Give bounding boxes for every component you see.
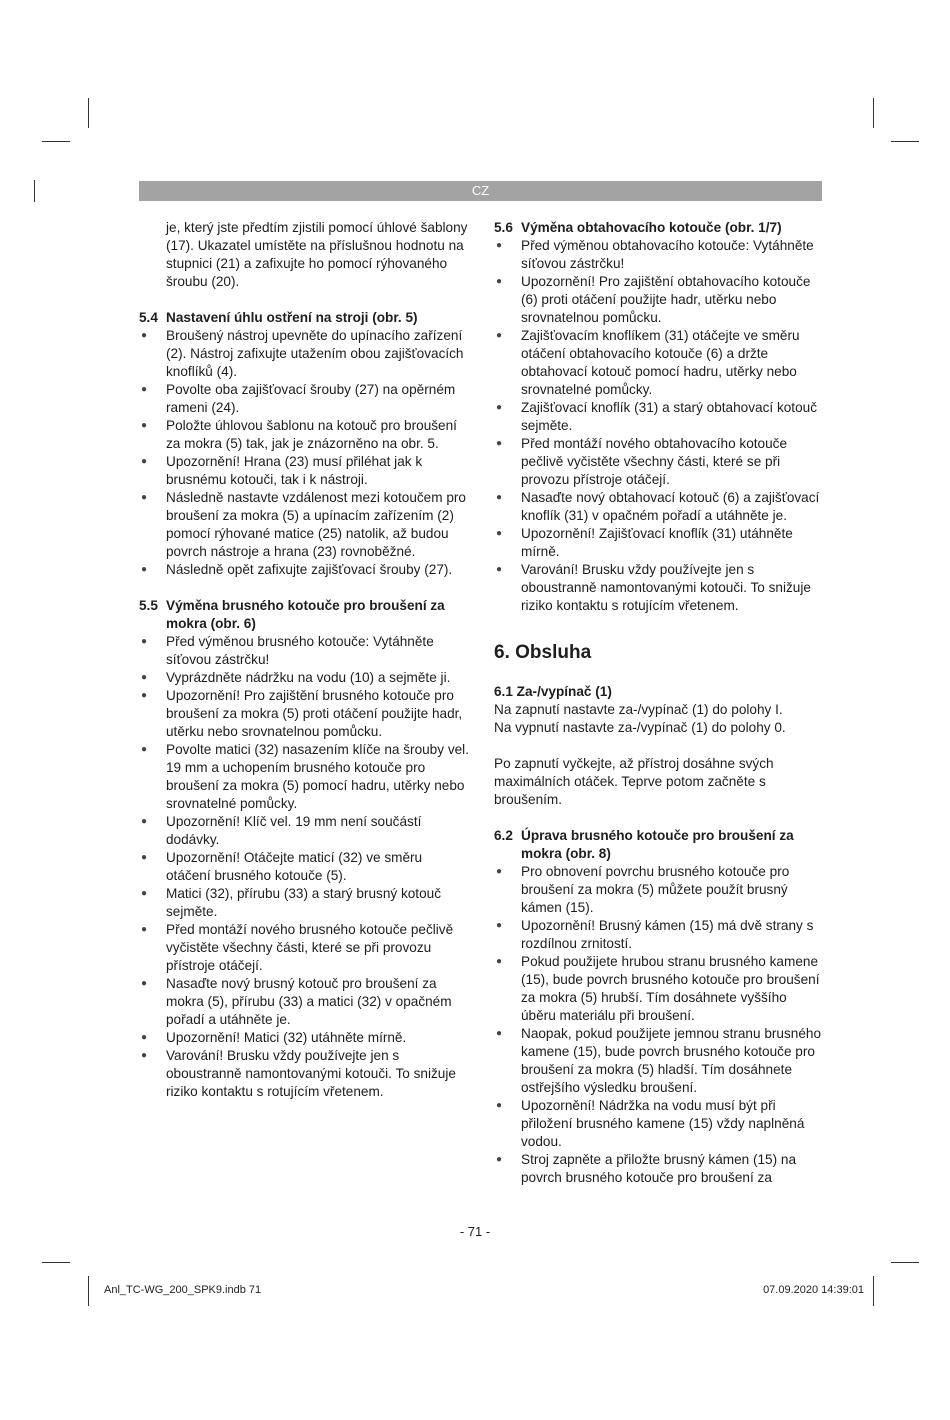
list-item: ● Před montáží nového obtahovacího kotouče pečlivě vyčistěte všechny části, které se při provozu přístroje otáčejí. bbox=[496, 436, 788, 487]
bullet-icon: ● bbox=[496, 330, 503, 341]
section-number: 5.6 bbox=[494, 220, 513, 235]
bullet-icon: ● bbox=[496, 438, 503, 449]
chapter-heading: 6. Obsluha bbox=[494, 642, 592, 663]
list-item: ● Varování! Brusku vždy používejte jen s oboustranně namontovanými kotouči. To snižuje riziko kontaktu s rotujícím vřetenem. bbox=[141, 1048, 456, 1099]
list-item: ● Zajišťovacím knoflíkem (31) otáčejte ve směru otáčení obtahovacího kotouče (6) a držte obtahovací kotouč pomocí hadru, utěrky nebo srovnatelné pomůcky. bbox=[496, 328, 800, 397]
bullet-icon: ● bbox=[141, 330, 148, 341]
section-heading-5-4 bbox=[139, 309, 469, 327]
switch-on-line: Na zapnutí nastavte za-/vypínač (1) do polohy I. bbox=[494, 702, 783, 717]
bullet-icon: ● bbox=[496, 956, 503, 967]
section-number: 6.2 bbox=[494, 828, 513, 843]
crop-mark bbox=[891, 141, 919, 142]
section-heading-5-6 bbox=[494, 219, 824, 237]
crop-mark bbox=[88, 98, 89, 128]
crop-mark bbox=[42, 141, 70, 142]
bullet-list-5-4 bbox=[139, 327, 469, 579]
list-item: ● Upozornění! Nádržka na vodu musí být při přiložení brusného kamene (15) vždy naplněná vodou. bbox=[496, 1098, 805, 1149]
bullet-icon: ● bbox=[141, 816, 148, 827]
bullet-icon: ● bbox=[496, 920, 503, 931]
footer-timestamp: 07.09.2020 14:39:01 bbox=[763, 1284, 864, 1296]
bullet-icon: ● bbox=[141, 1050, 148, 1061]
list-item: ● Nasaďte nový brusný kotouč pro broušení za mokra (5), přírubu (33) a matici (32) v opačném pořadí a utáhněte je. bbox=[141, 976, 452, 1027]
section-heading-6-1: 6.1 Za-/vypínač (1) bbox=[494, 684, 612, 699]
language-header-bar bbox=[139, 181, 822, 201]
list-item: ● Upozornění! Zajišťovací knoflík (31) utáhněte mírně. bbox=[496, 526, 793, 559]
bullet-icon: ● bbox=[141, 852, 148, 863]
list-item: ● Následně opět zafixujte zajišťovací šrouby (27). bbox=[141, 562, 453, 577]
list-item: ● Povolte matici (32) nasazením klíče na šrouby vel. 19 mm a uchopením brusného kotouče pro broušení za mokra (5) pomocí hadru, utěrky nebo srovnatelné pomůcky. bbox=[141, 742, 469, 811]
bullet-icon: ● bbox=[141, 744, 148, 755]
section-number: 5.4 bbox=[139, 310, 158, 325]
section-title: Nastavení úhlu ostření na stroji (obr. 5) bbox=[166, 310, 418, 325]
list-item: ● Upozornění! Hrana (23) musí přiléhat jak k brusnému kotouči, tak i k nástroji. bbox=[141, 454, 423, 487]
list-item: ● Matici (32), přírubu (33) a starý brusný kotouč sejměte. bbox=[141, 886, 442, 919]
list-item: ● Následně nastavte vzdálenost mezi kotoučem pro broušení za mokra (5) a upínacím zařízením (2) pomocí rýhované matice (25) natolik, až budou povrch nástroje a hrana (23) rovnoběžné. bbox=[141, 490, 466, 559]
bullet-icon: ● bbox=[496, 1154, 503, 1165]
crop-mark bbox=[88, 1276, 89, 1306]
bullet-icon: ● bbox=[141, 1032, 148, 1043]
bullet-icon: ● bbox=[141, 978, 148, 989]
bullet-icon: ● bbox=[141, 690, 148, 701]
list-item: ● Nasaďte nový obtahovací kotouč (6) a zajišťovací knoflík (31) v opačném pořadí a utáhněte je. bbox=[496, 490, 820, 523]
section-title: Úprava brusného kotouče pro broušení za mokra (obr. 8) bbox=[521, 828, 794, 861]
bullet-icon: ● bbox=[496, 492, 503, 503]
bullet-icon: ● bbox=[496, 240, 503, 251]
bullet-icon: ● bbox=[141, 456, 148, 467]
bullet-list-5-5 bbox=[139, 633, 469, 1101]
crop-mark bbox=[873, 98, 874, 128]
list-item: ● Broušený nástroj upevněte do upínacího zařízení (2). Nástroj zafixujte utažením obou zajišťovacích knoflíků (4). bbox=[141, 328, 464, 379]
bullet-icon: ● bbox=[141, 672, 148, 683]
list-item: ● Povolte oba zajišťovací šrouby (27) na opěrném rameni (24). bbox=[141, 382, 456, 415]
bullet-icon: ● bbox=[141, 420, 148, 431]
list-item: ● Pro obnovení povrchu brusného kotouče pro broušení za mokra (5) můžete použít brusný kámen (15). bbox=[496, 864, 790, 915]
section-heading-6-2 bbox=[494, 827, 824, 863]
bullet-icon: ● bbox=[496, 276, 503, 287]
startup-paragraph: Po zapnutí vyčkejte, až přístroj dosáhne svých maximálních otáček. Teprve potom začněte s broušením. bbox=[494, 756, 774, 807]
list-item: ● Před montáží nového brusného kotouče pečlivě vyčistěte všechny části, které se při provozu přístroje otáčejí. bbox=[141, 922, 454, 973]
list-item: ● Vyprázdněte nádržku na vodu (10) a sejměte ji. bbox=[141, 670, 451, 685]
bullet-icon: ● bbox=[496, 402, 503, 413]
page-number: - 71 - bbox=[459, 1224, 491, 1239]
bullet-icon: ● bbox=[141, 384, 148, 395]
crop-mark bbox=[891, 1262, 919, 1263]
list-item: ● Zajišťovací knoflík (31) a starý obtahovací kotouč sejměte. bbox=[496, 400, 817, 433]
list-item: ● Upozornění! Pro zajištění brusného kotouče pro broušení za mokra (5) proti otáčení použijte hadr, utěrku nebo srovnatelnou pomůcku. bbox=[141, 688, 463, 739]
list-item: ● Před výměnou brusného kotouče: Vytáhněte síťovou zástrčku! bbox=[141, 634, 434, 667]
list-item: ● Naopak, pokud použijete jemnou stranu brusného kamene (15), bude povrch brusného kotouče pro broušení za mokra (5) hladší. Tím dosáhnete ostřejšího výsledku broušení. bbox=[496, 1026, 822, 1095]
section-title: Výměna obtahovacího kotouče (obr. 1/7) bbox=[521, 220, 782, 235]
section-number: 5.5 bbox=[139, 598, 158, 613]
list-item: ● Upozornění! Otáčejte maticí (32) ve směru otáčení brusného kotouče (5). bbox=[141, 850, 423, 883]
list-item: ● Upozornění! Matici (32) utáhněte mírně. bbox=[141, 1030, 407, 1045]
bullet-icon: ● bbox=[496, 528, 503, 539]
list-item: ● Upozornění! Brusný kámen (15) má dvě strany s rozdílnou zrnitostí. bbox=[496, 918, 814, 951]
list-item: ● Upozornění! Pro zajištění obtahovacího kotouče (6) proti otáčení použijte hadr, utěrku nebo srovnatelnou pomůcku. bbox=[496, 274, 811, 325]
crop-mark bbox=[34, 180, 35, 202]
bullet-icon: ● bbox=[141, 888, 148, 899]
bullet-icon: ● bbox=[496, 564, 503, 575]
bullet-list-6-2 bbox=[494, 863, 824, 1187]
bullet-icon: ● bbox=[496, 866, 503, 877]
section-heading-5-5 bbox=[139, 597, 469, 633]
bullet-icon: ● bbox=[496, 1100, 503, 1111]
list-item: ● Položte úhlovou šablonu na kotouč pro broušení za mokra (5) tak, jak je znázorněno na obr. 5. bbox=[141, 418, 457, 451]
list-item: ● Stroj zapněte a přiložte brusný kámen (15) na povrch brusného kotouče pro broušení za bbox=[496, 1152, 797, 1185]
list-item: ● Před výměnou obtahovacího kotouče: Vytáhněte síťovou zástrčku! bbox=[496, 238, 814, 271]
crop-mark bbox=[42, 1262, 70, 1263]
list-item: ● Upozornění! Klíč vel. 19 mm není součástí dodávky. bbox=[141, 814, 422, 847]
bullet-list-5-6 bbox=[494, 237, 824, 615]
section-title: Výměna brusného kotouče pro broušení za mokra (obr. 6) bbox=[166, 598, 445, 631]
bullet-icon: ● bbox=[141, 924, 148, 935]
footer-filename: Anl_TC-WG_200_SPK9.indb 71 bbox=[104, 1284, 262, 1296]
list-item: ● Pokud použijete hrubou stranu brusného kamene (15), bude povrch brusného kotouče pro broušení za mokra (5) hrubší. Tím dosáhnete vyššího úběru materiálu při broušení. bbox=[496, 954, 820, 1023]
bullet-icon: ● bbox=[141, 636, 148, 647]
switch-off-line: Na vypnutí nastavte za-/vypínač (1) do polohy 0. bbox=[494, 720, 786, 735]
bullet-icon: ● bbox=[141, 564, 148, 575]
list-item: ● Varování! Brusku vždy používejte jen s oboustranně namontovanými kotouči. To snižuje riziko kontaktu s rotujícím vřetenem. bbox=[496, 562, 811, 613]
intro-paragraph: je, který jste předtím zjistili pomocí úhlové šablony (17). Ukazatel umístěte na příslušnou hodnotu na stupnici (21) a zafixujte ho pomocí rýhovaného šroubu (20). bbox=[166, 220, 468, 289]
language-code: CZ bbox=[471, 183, 490, 198]
bullet-icon: ● bbox=[141, 492, 148, 503]
bullet-icon: ● bbox=[496, 1028, 503, 1039]
left-column bbox=[139, 219, 469, 1101]
right-column bbox=[494, 219, 824, 1187]
crop-mark bbox=[873, 1276, 874, 1306]
